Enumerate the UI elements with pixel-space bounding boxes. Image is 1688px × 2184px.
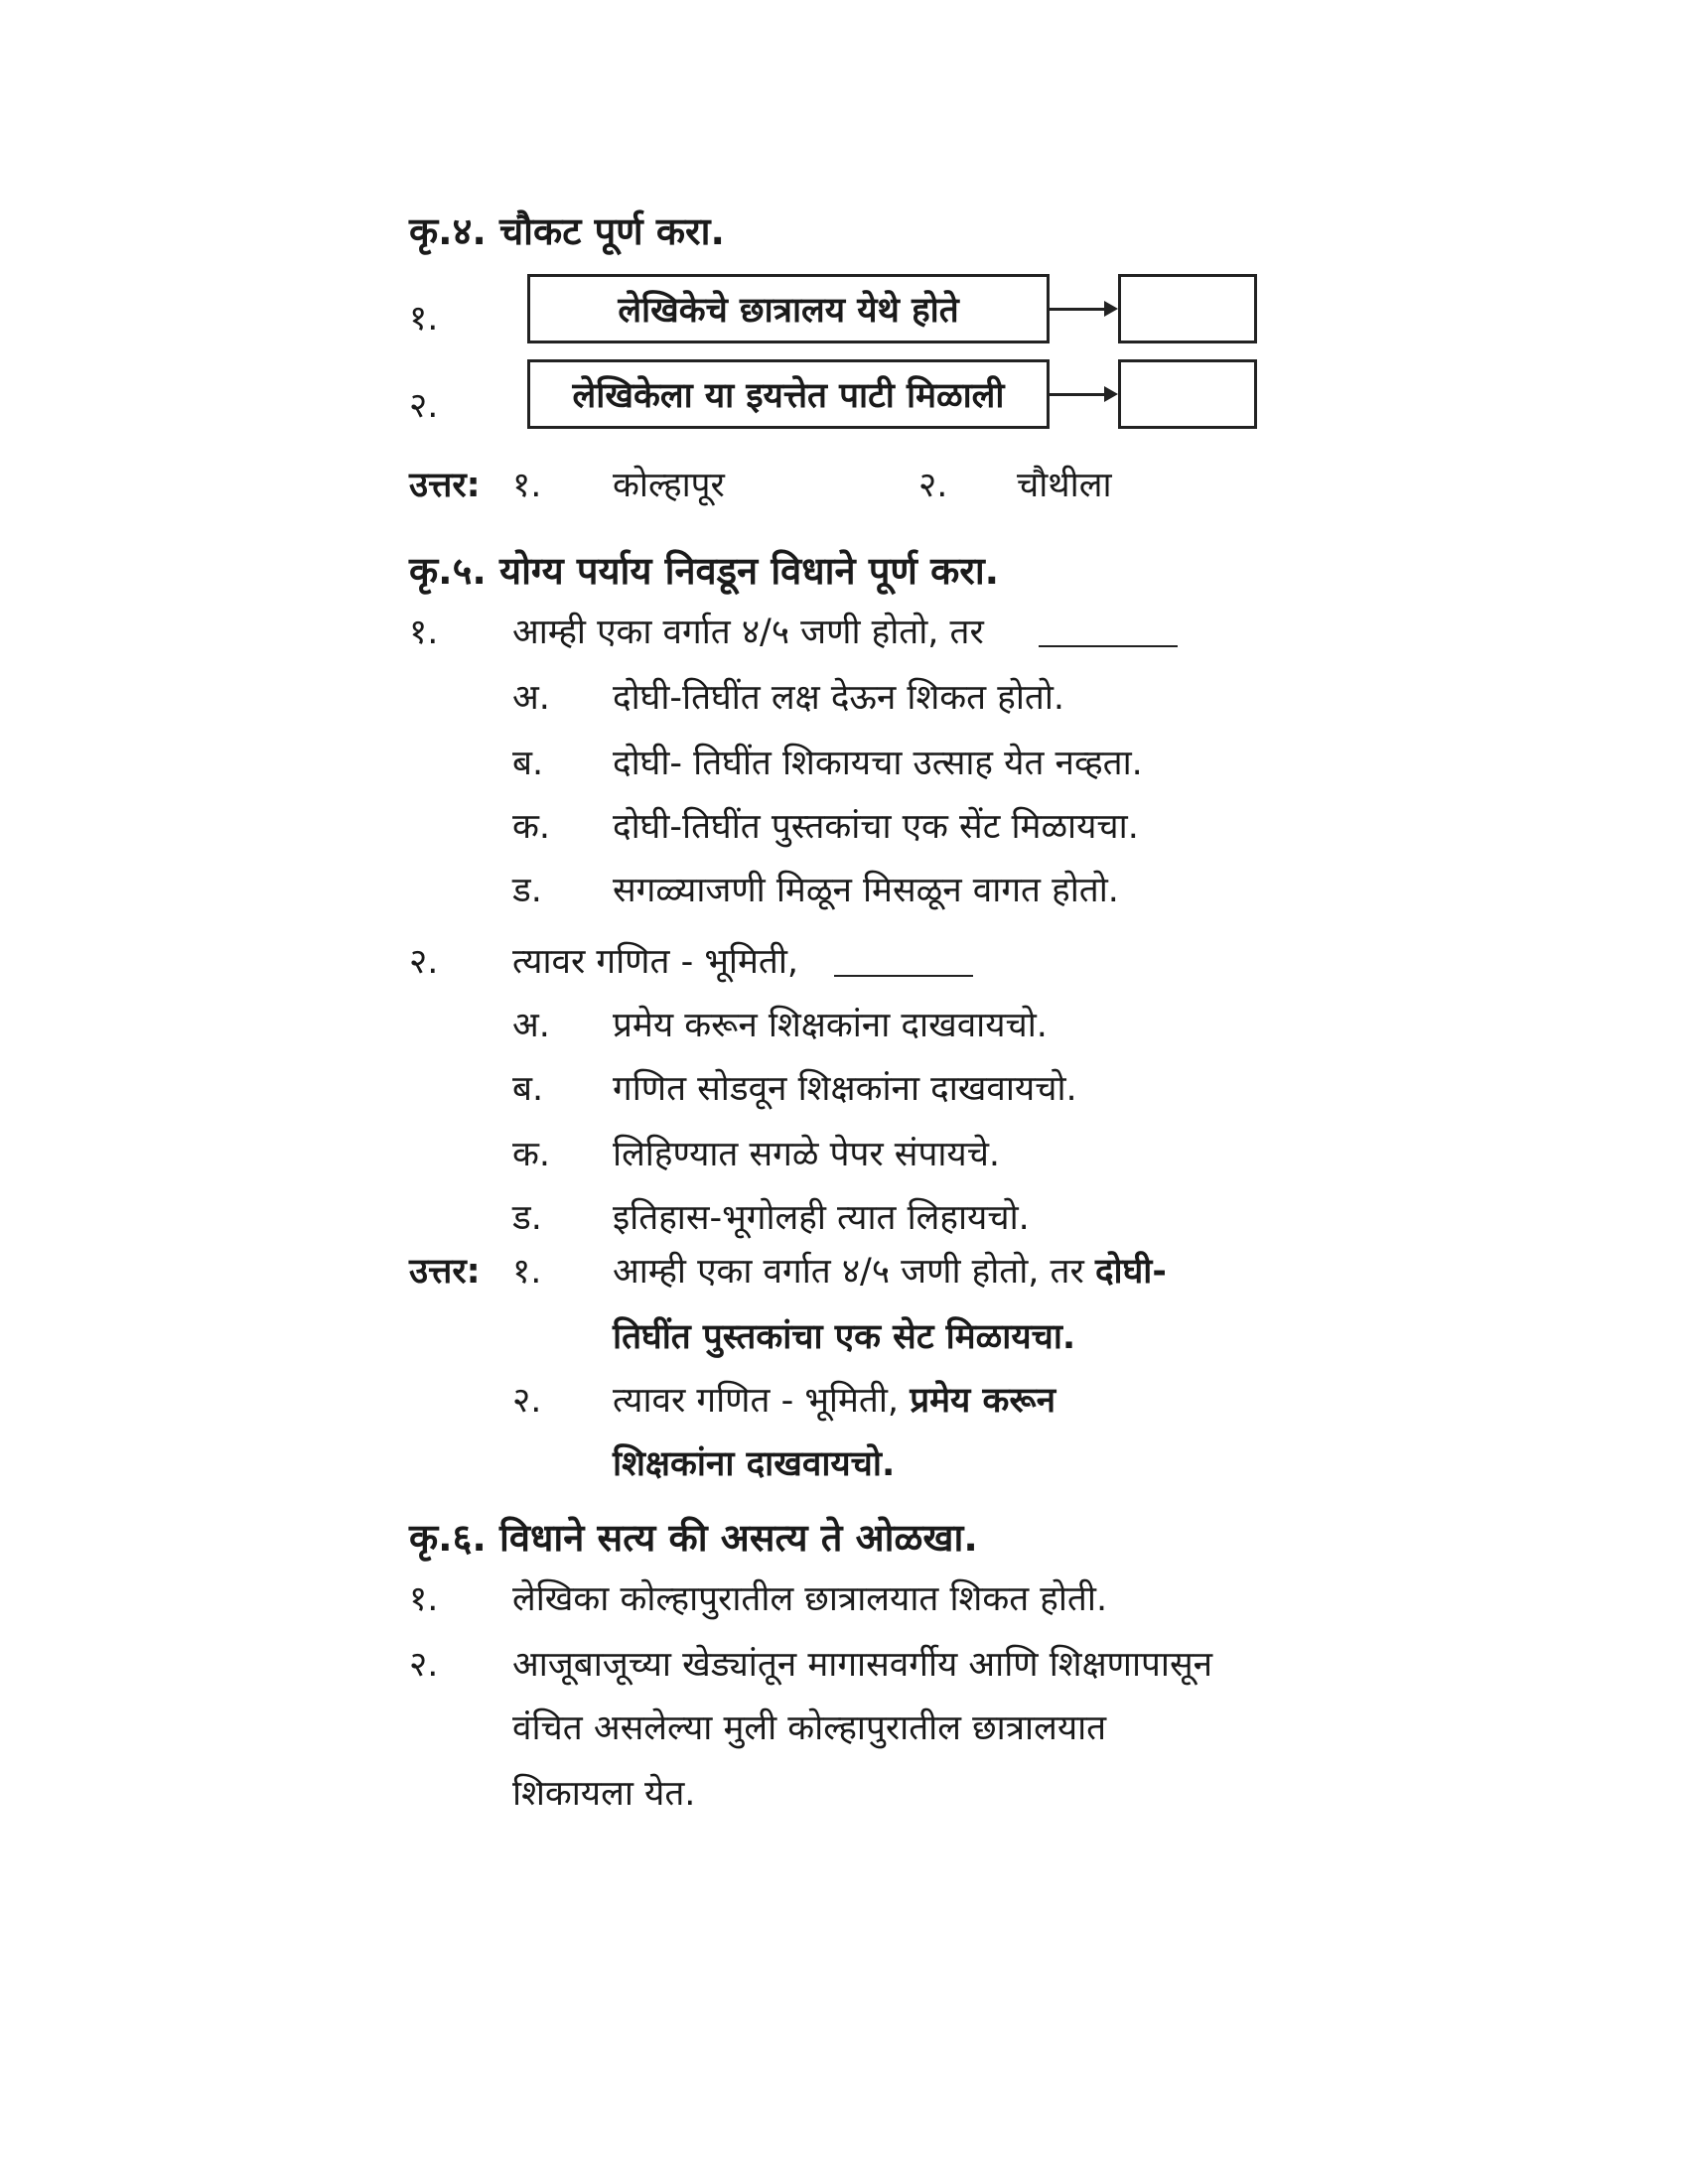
- q4-answer-1-text: कोल्हापूर: [613, 466, 725, 505]
- q5-question-2-number: २.: [409, 942, 439, 982]
- q5-q1-option-a-label: अ.: [512, 678, 550, 718]
- q5-q1-option-c-label: क.: [512, 807, 551, 847]
- q6-item-2-line-1: आजूबाजूच्या खेड्यांतून मागासवर्गीय आणि शिक्षणापासून: [512, 1645, 1213, 1685]
- q5-question-1-number: १.: [409, 613, 439, 652]
- q5-q1-option-b-text: दोघी- तिघींत शिकायचा उत्साह येत नव्हता.: [613, 744, 1143, 783]
- q4-item-1-answer-box: [1118, 274, 1257, 343]
- q5-question-1-text: आम्ही एका वर्गात ४/५ जणी होतो, तर: [512, 613, 984, 652]
- q5-question-1-blank: [1039, 645, 1178, 647]
- q5-answer-2-line-1: [613, 1376, 1258, 1423]
- q4-answer-2-text: चौथीला: [1017, 466, 1112, 505]
- q5-question-2-text: त्यावर गणित - भूमिती,: [512, 942, 799, 982]
- q6-item-1-text: लेखिका कोल्हापुरातील छात्रालयात शिकत होती.: [512, 1579, 1108, 1619]
- q5-q2-option-b-text: गणित सोडवून शिक्षकांना दाखवायचो.: [613, 1069, 1077, 1109]
- q4-heading: कृ.४. चौकट पूर्ण करा.: [409, 209, 725, 253]
- q4-item-2-box: लेखिकेला या इयत्तेत पाटी मिळाली: [527, 359, 1050, 429]
- q5-answer-label: उत्तर:: [409, 1252, 481, 1292]
- q5-q1-option-d-label: ड.: [512, 871, 542, 910]
- q5-q2-option-d-label: ड.: [512, 1198, 542, 1238]
- q5-answer-2-plain-text: त्यावर गणित - भूमिती,: [613, 1381, 900, 1421]
- q5-answer-1-plain-text: आम्ही एका वर्गात ४/५ जणी होतो, तर: [613, 1252, 1084, 1292]
- q5-q2-option-c-text: लिहिण्यात सगळे पेपर संपायचे.: [613, 1135, 1001, 1174]
- q4-item-2-arrow-head: [1104, 386, 1118, 402]
- q6-item-2-line-3: शिकायला येत.: [512, 1774, 696, 1814]
- q5-q1-option-c-text: दोघी-तिघींत पुस्तकांचा एक सेंट मिळायचा.: [613, 807, 1139, 847]
- q4-item-2-arrow: [1050, 393, 1109, 396]
- q6-item-2-line-2: वंचित असलेल्या मुली कोल्हापुरातील छात्रालयात: [512, 1708, 1107, 1748]
- q4-item-2-answer-box: [1118, 359, 1257, 429]
- q5-q1-option-b-label: ब.: [512, 744, 544, 783]
- q5-question-2-blank: [834, 975, 973, 977]
- q5-q2-option-a-text: प्रमेय करून शिक्षकांना दाखवायचो.: [613, 1006, 1048, 1045]
- q6-item-2-number: २.: [409, 1645, 439, 1685]
- q5-q2-option-b-label: ब.: [512, 1069, 544, 1109]
- q5-q1-option-d-text: सगळ्याजणी मिळून मिसळून वागत होतो.: [613, 871, 1119, 910]
- q5-q2-option-a-label: अ.: [512, 1006, 550, 1045]
- q4-answer-label: उत्तर:: [409, 466, 481, 505]
- q5-heading: कृ.५. योग्य पर्याय निवडून विधाने पूर्ण करा.: [409, 549, 1000, 593]
- q4-item-1-arrow-head: [1104, 301, 1118, 317]
- q4-item-1-box: लेखिकेचे छात्रालय येथे होते: [527, 274, 1050, 343]
- q5-q1-option-a-text: दोघी-तिघींत लक्ष देऊन शिकत होतो.: [613, 678, 1065, 718]
- q4-item-2-number: २.: [409, 386, 439, 426]
- q5-q2-option-c-label: क.: [512, 1135, 551, 1174]
- q6-item-1-number: १.: [409, 1579, 439, 1619]
- q5-answer-1-number: १.: [512, 1252, 542, 1292]
- q5-answer-2-bold-part-1: प्रमेय करून: [910, 1381, 1056, 1421]
- q6-heading: कृ.६. विधाने सत्य की असत्य ते ओळखा.: [409, 1516, 978, 1560]
- q4-answer-1-number: १.: [512, 466, 542, 505]
- q5-answer-2-line-2: शिक्षकांना दाखवायचो.: [613, 1444, 896, 1484]
- q5-answer-1-line-1: [613, 1247, 1258, 1294]
- q5-q2-option-d-text: इतिहास-भूगोलही त्यात लिहायचो.: [613, 1198, 1030, 1238]
- q5-answer-2-number: २.: [512, 1381, 542, 1421]
- q5-answer-1-line-2: तिघींत पुस्तकांचा एक सेट मिळायचा.: [613, 1317, 1076, 1357]
- q4-answer-2-number: २.: [918, 466, 948, 505]
- q4-item-1-arrow: [1050, 308, 1109, 311]
- q5-answer-1-bold-part-1: दोघी-: [1094, 1252, 1167, 1292]
- q4-item-1-number: १.: [409, 299, 439, 339]
